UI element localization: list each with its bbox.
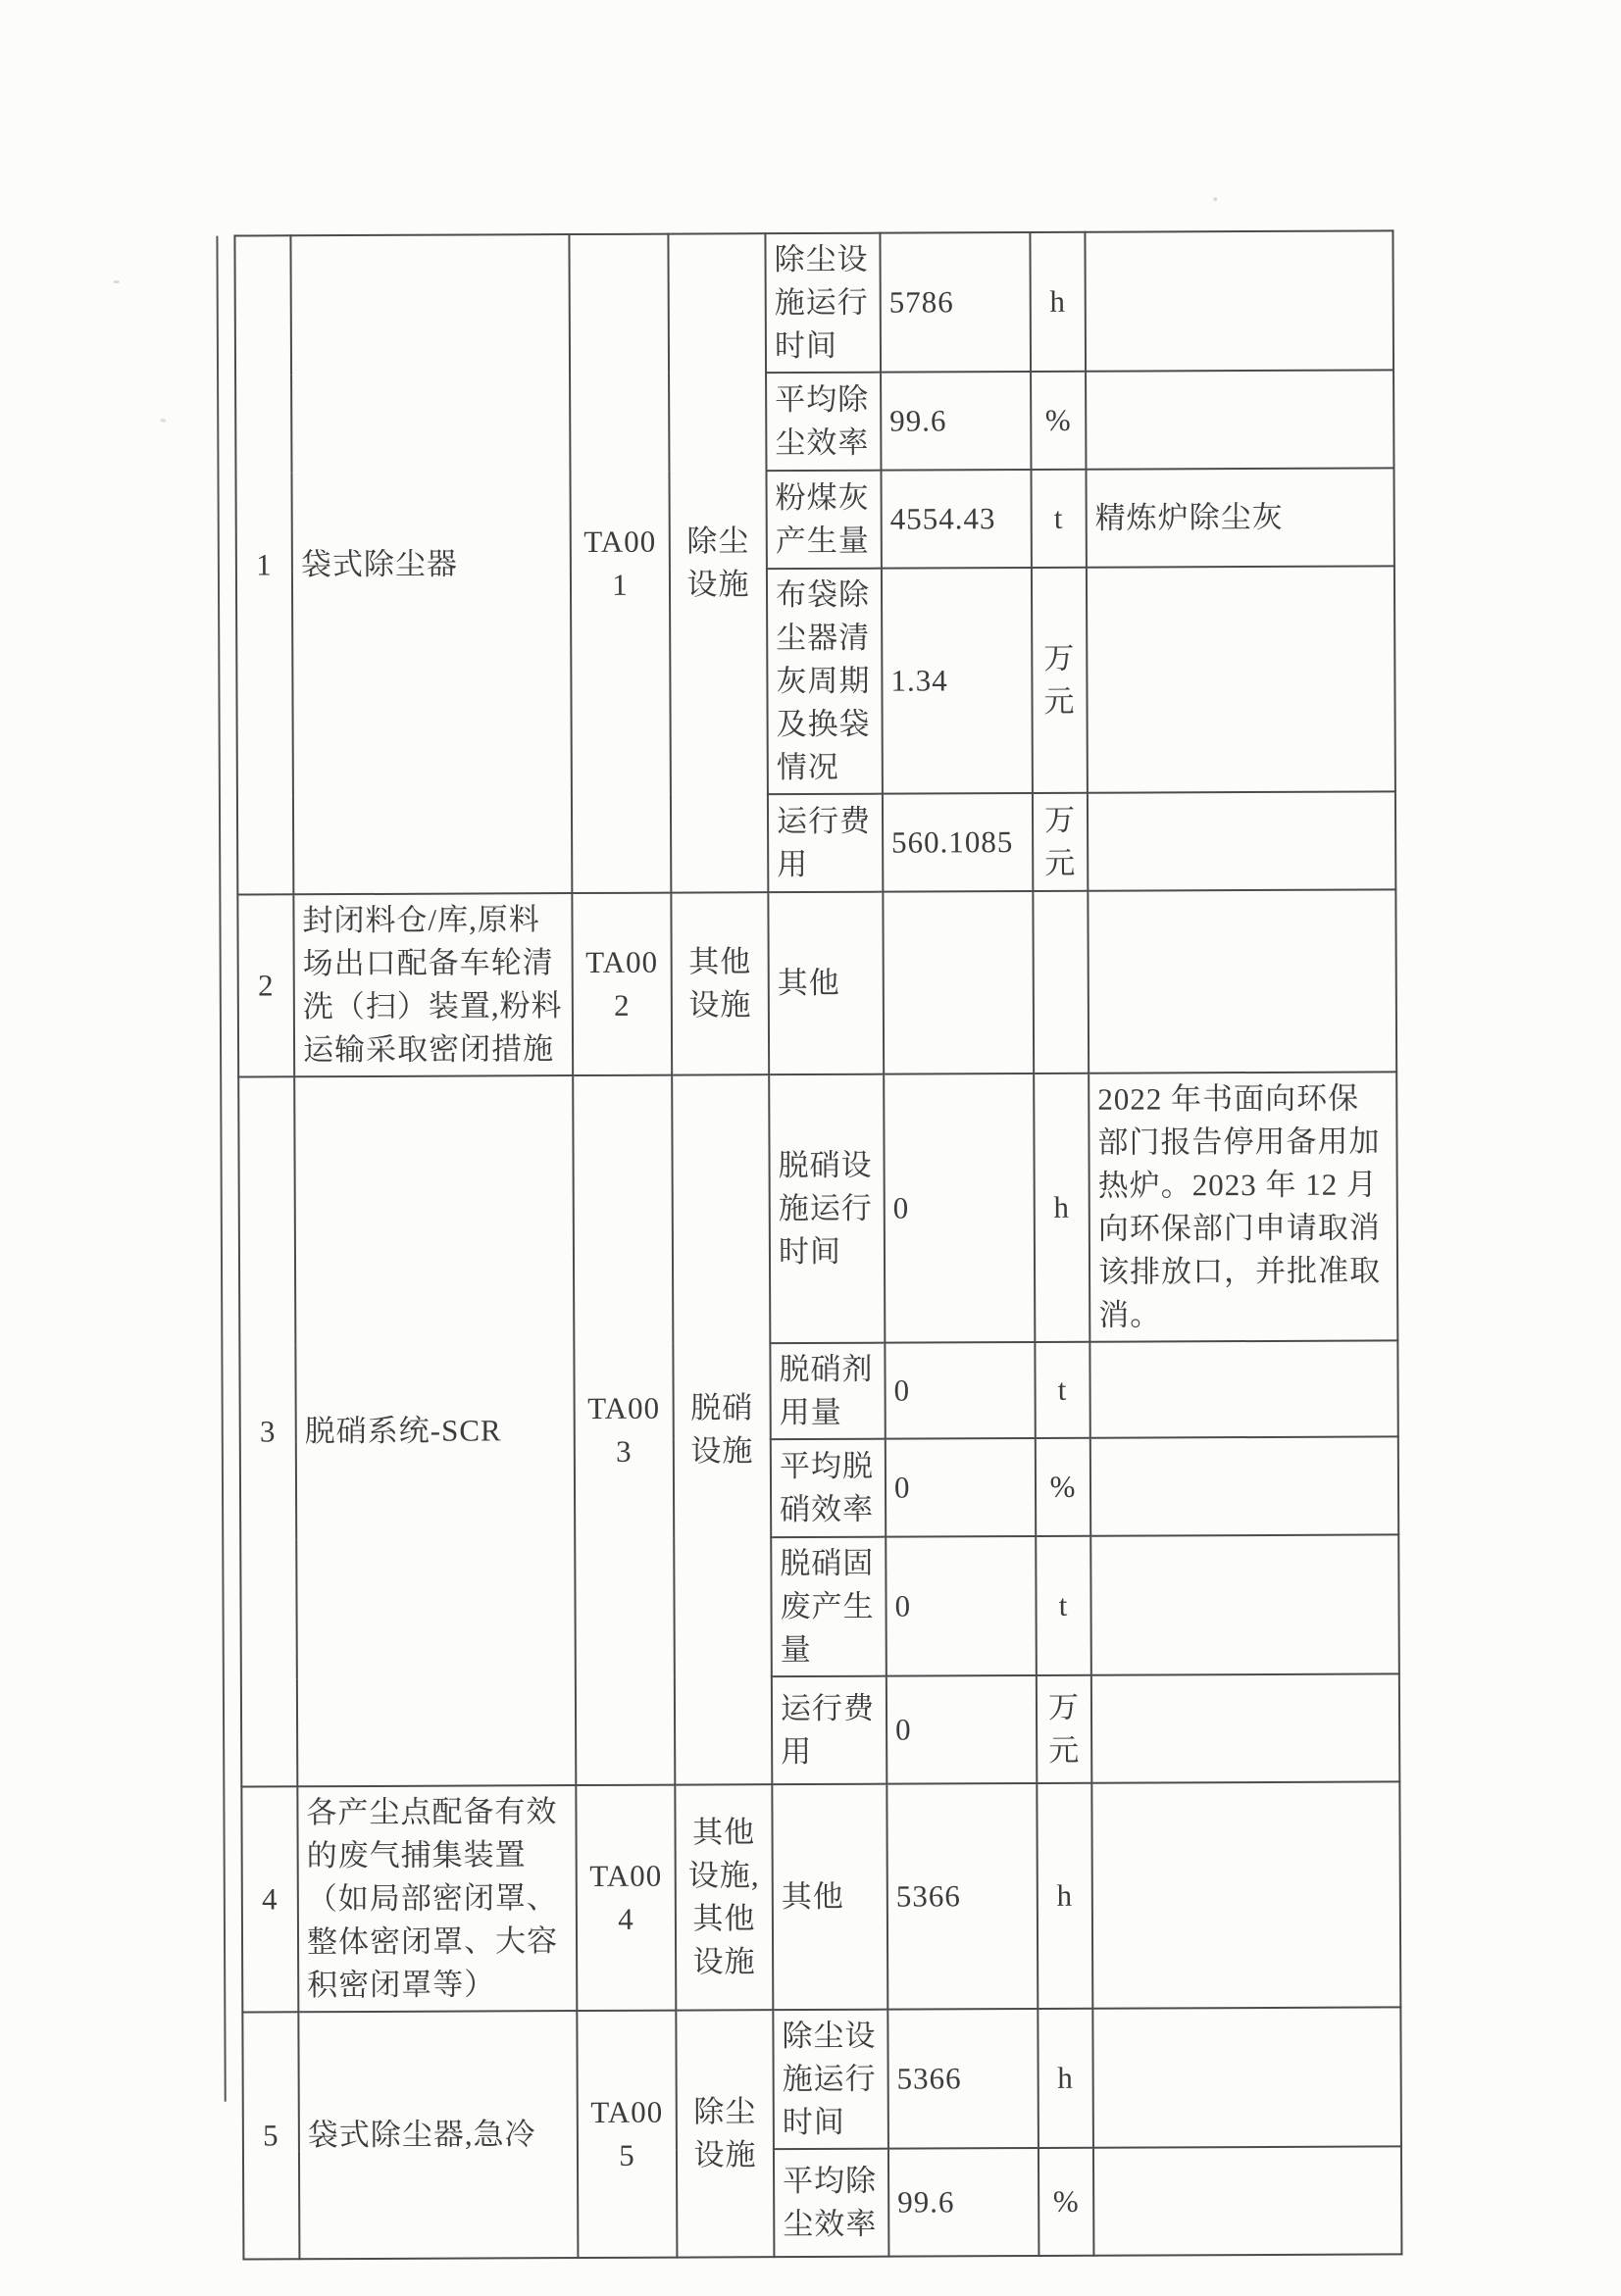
param-unit-cell: h bbox=[1034, 1073, 1089, 1342]
param-unit-cell: h bbox=[1038, 2009, 1093, 2148]
param-value-cell: 0 bbox=[885, 1342, 1035, 1439]
facility-code-cell: TA002 bbox=[572, 893, 672, 1076]
param-value-cell: 0 bbox=[884, 1073, 1035, 1343]
param-name-cell: 平均除尘效率 bbox=[766, 373, 881, 472]
param-name-cell: 脱硝剂用量 bbox=[770, 1343, 885, 1440]
pollution-control-facilities-table bbox=[233, 229, 1402, 2261]
param-unit-cell: % bbox=[1036, 1438, 1090, 1536]
param-value-cell: 0 bbox=[886, 1675, 1037, 1784]
row-number-cell: 2 bbox=[237, 894, 294, 1076]
param-unit-cell: 万元 bbox=[1037, 1675, 1091, 1783]
param-value-cell bbox=[883, 891, 1034, 1074]
table-row bbox=[242, 2008, 1401, 2152]
param-name-cell: 布袋除尘器清灰周期及换袋情况 bbox=[767, 569, 883, 795]
param-remark-cell bbox=[1087, 566, 1395, 792]
param-remark-cell: 精炼炉除尘灰 bbox=[1086, 468, 1393, 567]
param-name-cell: 粉煤灰产生量 bbox=[766, 471, 881, 570]
param-unit-cell bbox=[1033, 891, 1089, 1073]
table-row bbox=[241, 1782, 1400, 2013]
row-number-cell: 4 bbox=[241, 1787, 298, 2013]
param-name-cell: 脱硝设施运行时间 bbox=[769, 1074, 885, 1344]
param-value-cell: 1.34 bbox=[882, 568, 1033, 794]
scan-artifact-dot bbox=[160, 419, 166, 423]
param-unit-cell: % bbox=[1031, 372, 1086, 470]
param-unit-cell: t bbox=[1036, 1536, 1091, 1675]
param-value-cell: 99.6 bbox=[888, 2148, 1038, 2257]
facility-code-cell: TA003 bbox=[573, 1075, 675, 1786]
param-value-cell: 560.1085 bbox=[883, 793, 1033, 892]
param-value-cell: 99.6 bbox=[881, 372, 1031, 471]
param-unit-cell: 万元 bbox=[1033, 793, 1088, 891]
param-name-cell: 运行费用 bbox=[772, 1676, 886, 1785]
param-value-cell: 4554.43 bbox=[881, 470, 1031, 569]
param-remark-cell bbox=[1086, 370, 1393, 469]
table-outer-border-line bbox=[216, 236, 226, 2102]
param-remark-cell bbox=[1088, 890, 1396, 1073]
param-value-cell: 0 bbox=[886, 1438, 1036, 1537]
table-row bbox=[234, 230, 1393, 374]
param-value-cell: 5786 bbox=[880, 232, 1031, 373]
param-name-cell: 运行费用 bbox=[768, 794, 883, 893]
param-remark-cell bbox=[1091, 1674, 1399, 1783]
param-unit-cell: % bbox=[1038, 2148, 1093, 2256]
param-unit-cell: h bbox=[1037, 1783, 1092, 2009]
table-row bbox=[237, 890, 1396, 1077]
param-unit-cell: t bbox=[1031, 470, 1086, 568]
facility-code-cell: TA005 bbox=[577, 2011, 677, 2258]
row-number-cell: 1 bbox=[234, 235, 293, 894]
param-name-cell: 平均除尘效率 bbox=[774, 2149, 888, 2258]
param-value-cell: 5366 bbox=[886, 1783, 1038, 2010]
param-value-cell: 0 bbox=[886, 1536, 1037, 1676]
scan-artifact-dot bbox=[114, 280, 120, 283]
param-remark-cell bbox=[1090, 1437, 1398, 1536]
param-name-cell: 除尘设施运行时间 bbox=[773, 2010, 888, 2150]
facility-type-cell: 除尘设施 bbox=[676, 2011, 774, 2258]
equipment-name-cell: 袋式除尘器,急冷 bbox=[298, 2011, 578, 2259]
facility-type-cell: 脱硝设施 bbox=[672, 1074, 772, 1785]
facility-type-cell: 其他设施 bbox=[671, 892, 769, 1074]
param-remark-cell: 2022 年书面向环保部门报告停用备用加热炉。2023 年 12 月向环保部门申请取消该排放口，并批准取消。 bbox=[1089, 1073, 1397, 1342]
row-number-cell: 3 bbox=[238, 1076, 297, 1786]
equipment-name-cell: 袋式除尘器 bbox=[290, 234, 572, 894]
param-name-cell: 平均脱硝效率 bbox=[771, 1439, 886, 1538]
param-remark-cell bbox=[1091, 1782, 1400, 2009]
equipment-name-cell: 各产尘点配备有效的废气捕集装置（如局部密闭罩、整体密闭罩、大容积密闭罩等） bbox=[297, 1785, 577, 2012]
table-row bbox=[238, 1073, 1397, 1346]
facility-code-cell: TA001 bbox=[569, 234, 671, 894]
param-remark-cell bbox=[1090, 1535, 1399, 1675]
facility-type-cell: 除尘设施 bbox=[668, 233, 768, 893]
facility-type-cell: 其他设施,其他设施 bbox=[675, 1785, 773, 2012]
param-unit-cell: h bbox=[1030, 232, 1086, 372]
equipment-name-cell: 封闭料仓/库,原料场出口配备车轮清洗（扫）装置,粉料运输采取密闭措施 bbox=[293, 893, 573, 1076]
row-number-cell: 5 bbox=[242, 2013, 299, 2260]
facility-code-cell: TA004 bbox=[576, 1785, 676, 2012]
scan-artifact-dot bbox=[1213, 197, 1217, 201]
equipment-name-cell: 脱硝系统-SCR bbox=[294, 1075, 576, 1786]
param-unit-cell: 万元 bbox=[1032, 568, 1088, 793]
param-name-cell: 脱硝固废产生量 bbox=[771, 1537, 886, 1677]
param-remark-cell bbox=[1088, 792, 1395, 891]
param-name-cell: 其他 bbox=[772, 1784, 887, 2011]
param-remark-cell bbox=[1089, 1341, 1397, 1438]
param-name-cell: 除尘设施运行时间 bbox=[765, 233, 881, 374]
param-remark-cell bbox=[1093, 2147, 1401, 2256]
param-remark-cell bbox=[1085, 230, 1393, 371]
param-name-cell: 其他 bbox=[768, 892, 884, 1075]
param-remark-cell bbox=[1092, 2008, 1401, 2148]
param-unit-cell: t bbox=[1035, 1342, 1089, 1438]
param-value-cell: 5366 bbox=[887, 2009, 1038, 2149]
